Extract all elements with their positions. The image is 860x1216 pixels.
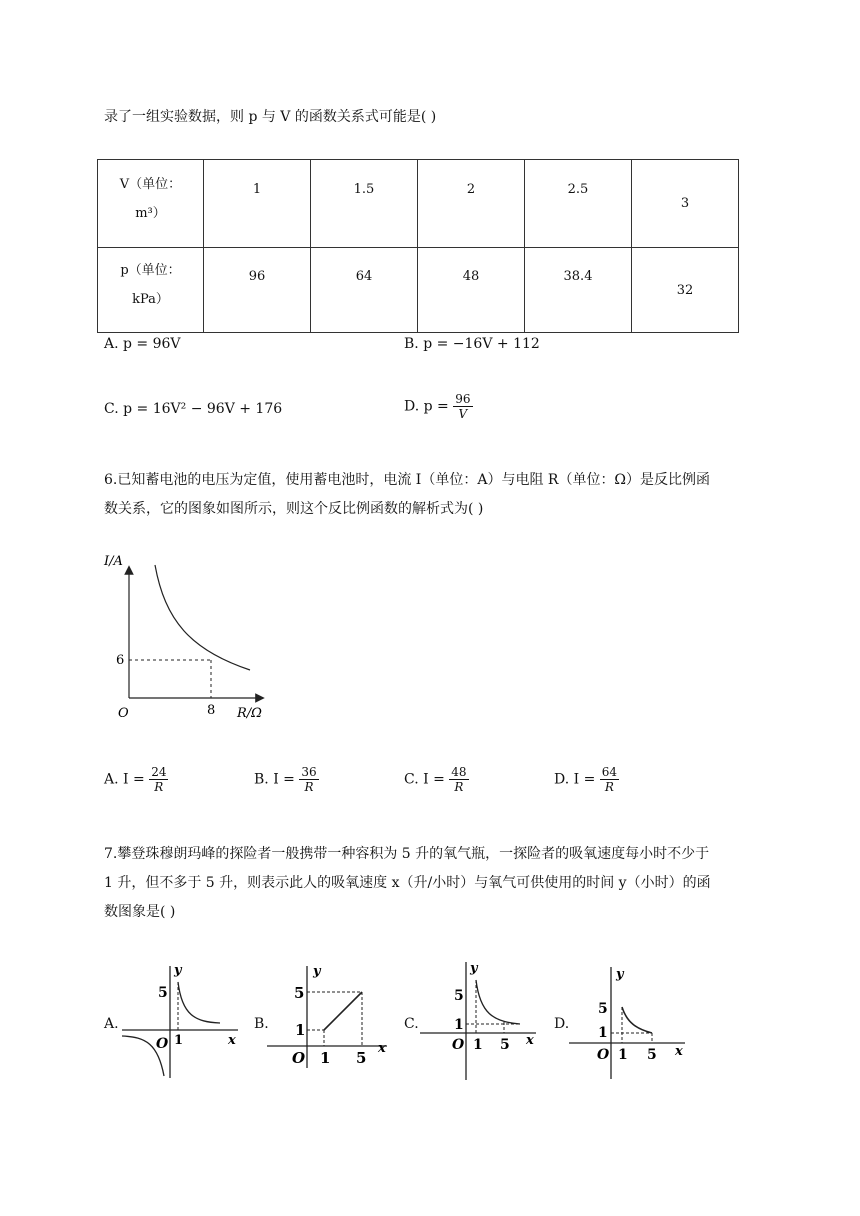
svg-text:x: x <box>228 1033 236 1048</box>
table-row <box>98 160 739 248</box>
svg-text:y: y <box>174 963 182 978</box>
svg-text:y: y <box>616 967 624 982</box>
svg-text:1: 1 <box>473 1037 483 1053</box>
current-resistance-graph <box>100 545 280 730</box>
svg-text:5: 5 <box>598 1001 608 1017</box>
svg-text:1: 1 <box>320 1049 331 1067</box>
question-7-text-3: 数图象是( ) <box>104 904 176 920</box>
svg-text:x: x <box>378 1041 386 1056</box>
y-tick-label: 6 <box>116 653 125 668</box>
q6-option-d[interactable]: D. I = $\frac{64}{R}$ <box>554 765 618 794</box>
y-axis-label: I/A <box>104 554 123 569</box>
svg-text:O: O <box>597 1047 610 1063</box>
origin-label: O <box>118 706 129 721</box>
question-6-text-2: 数关系，它的图象如图所示，则这个反比例函数的解析式为( ) <box>104 501 484 517</box>
svg-text:5: 5 <box>294 984 305 1002</box>
table-cell: 1 <box>204 160 311 248</box>
data-table <box>97 159 739 333</box>
table-cell: 96 <box>204 248 311 333</box>
svg-text:1: 1 <box>174 1033 184 1048</box>
q7-option-b-label[interactable]: B. <box>254 1016 269 1032</box>
q7-option-c-label[interactable]: C. <box>404 1016 419 1032</box>
hyperbola-curve <box>155 565 250 670</box>
q7-option-a-graph[interactable] <box>120 960 245 1085</box>
table-cell: 1.5 <box>311 160 418 248</box>
svg-text:5: 5 <box>356 1049 367 1067</box>
fraction: $\frac{64}{R}$ <box>601 765 618 794</box>
table-cell: 48 <box>418 248 525 333</box>
q7-option-d-label[interactable]: D. <box>554 1016 570 1032</box>
question-6-text: 6.已知蓄电池的电压为定值，使用蓄电池时，电流 I（单位：A）与电阻 R（单位：Ω）是反比例函 <box>104 472 711 488</box>
svg-text:x: x <box>526 1033 534 1048</box>
option-b[interactable]: B. p = −16V + 112 <box>404 336 540 352</box>
table-cell: 2.5 <box>525 160 632 248</box>
x-tick-label: 8 <box>207 703 216 718</box>
svg-text:1: 1 <box>454 1017 464 1033</box>
svg-text:y: y <box>313 964 321 979</box>
question-7-text-2: 1 升，但不多于 5 升，则表示此人的吸氧速度 x（升/小时）与氧气可供使用的时间 y（小时）的函 <box>104 875 711 891</box>
q7-option-a-label[interactable]: A. <box>104 1016 119 1032</box>
table-row <box>98 248 739 333</box>
svg-text:5: 5 <box>158 985 168 1001</box>
question-5-continuation: 录了一组实验数据，则 p 与 V 的函数关系式可能是( ) <box>104 109 437 125</box>
svg-text:5: 5 <box>500 1037 510 1053</box>
svg-text:1: 1 <box>618 1047 628 1063</box>
row-header: V（单位： m³） <box>98 160 204 248</box>
q7-option-d-graph[interactable] <box>567 963 692 1083</box>
table-cell: 3 <box>632 160 739 248</box>
option-d[interactable]: D. p = $\frac{96}{V}$ <box>404 392 471 421</box>
fraction: $\frac{24}{R}$ <box>151 765 167 794</box>
q7-option-b-graph[interactable] <box>265 960 395 1070</box>
svg-text:O: O <box>156 1036 169 1052</box>
svg-text:y: y <box>470 961 478 976</box>
table-cell: 38.4 <box>525 248 632 333</box>
fraction: $\frac{48}{R}$ <box>451 765 467 794</box>
option-c[interactable]: C. p = 16V² − 96V + 176 <box>104 401 283 417</box>
row-header: p（单位： kPa） <box>98 248 204 333</box>
svg-text:1: 1 <box>295 1021 306 1039</box>
svg-text:5: 5 <box>647 1047 657 1063</box>
option-a[interactable]: A. p = 96V <box>104 336 181 352</box>
table-cell: 32 <box>632 248 739 333</box>
question-7-text: 7.攀登珠穆朗玛峰的探险者一般携带一种容积为 5 升的氧气瓶，一探险者的吸氧速度每小时不少于 <box>104 846 710 862</box>
table-cell: 2 <box>418 160 525 248</box>
q7-option-c-graph[interactable] <box>418 958 543 1083</box>
table-cell: 64 <box>311 248 418 333</box>
q6-option-b[interactable]: B. I = $\frac{36}{R}$ <box>254 765 317 794</box>
svg-text:O: O <box>452 1037 465 1053</box>
x-axis-label: R/Ω <box>237 706 262 721</box>
q6-option-a[interactable]: A. I = $\frac{24}{R}$ <box>104 765 167 794</box>
fraction: $\frac{36}{R}$ <box>301 765 317 794</box>
svg-text:5: 5 <box>454 988 464 1004</box>
svg-text:O: O <box>292 1049 306 1067</box>
svg-text:1: 1 <box>598 1025 608 1041</box>
q6-option-c[interactable]: C. I = $\frac{48}{R}$ <box>404 765 467 794</box>
svg-text:x: x <box>675 1044 683 1059</box>
fraction: $\frac{96}{V}$ <box>455 392 471 421</box>
